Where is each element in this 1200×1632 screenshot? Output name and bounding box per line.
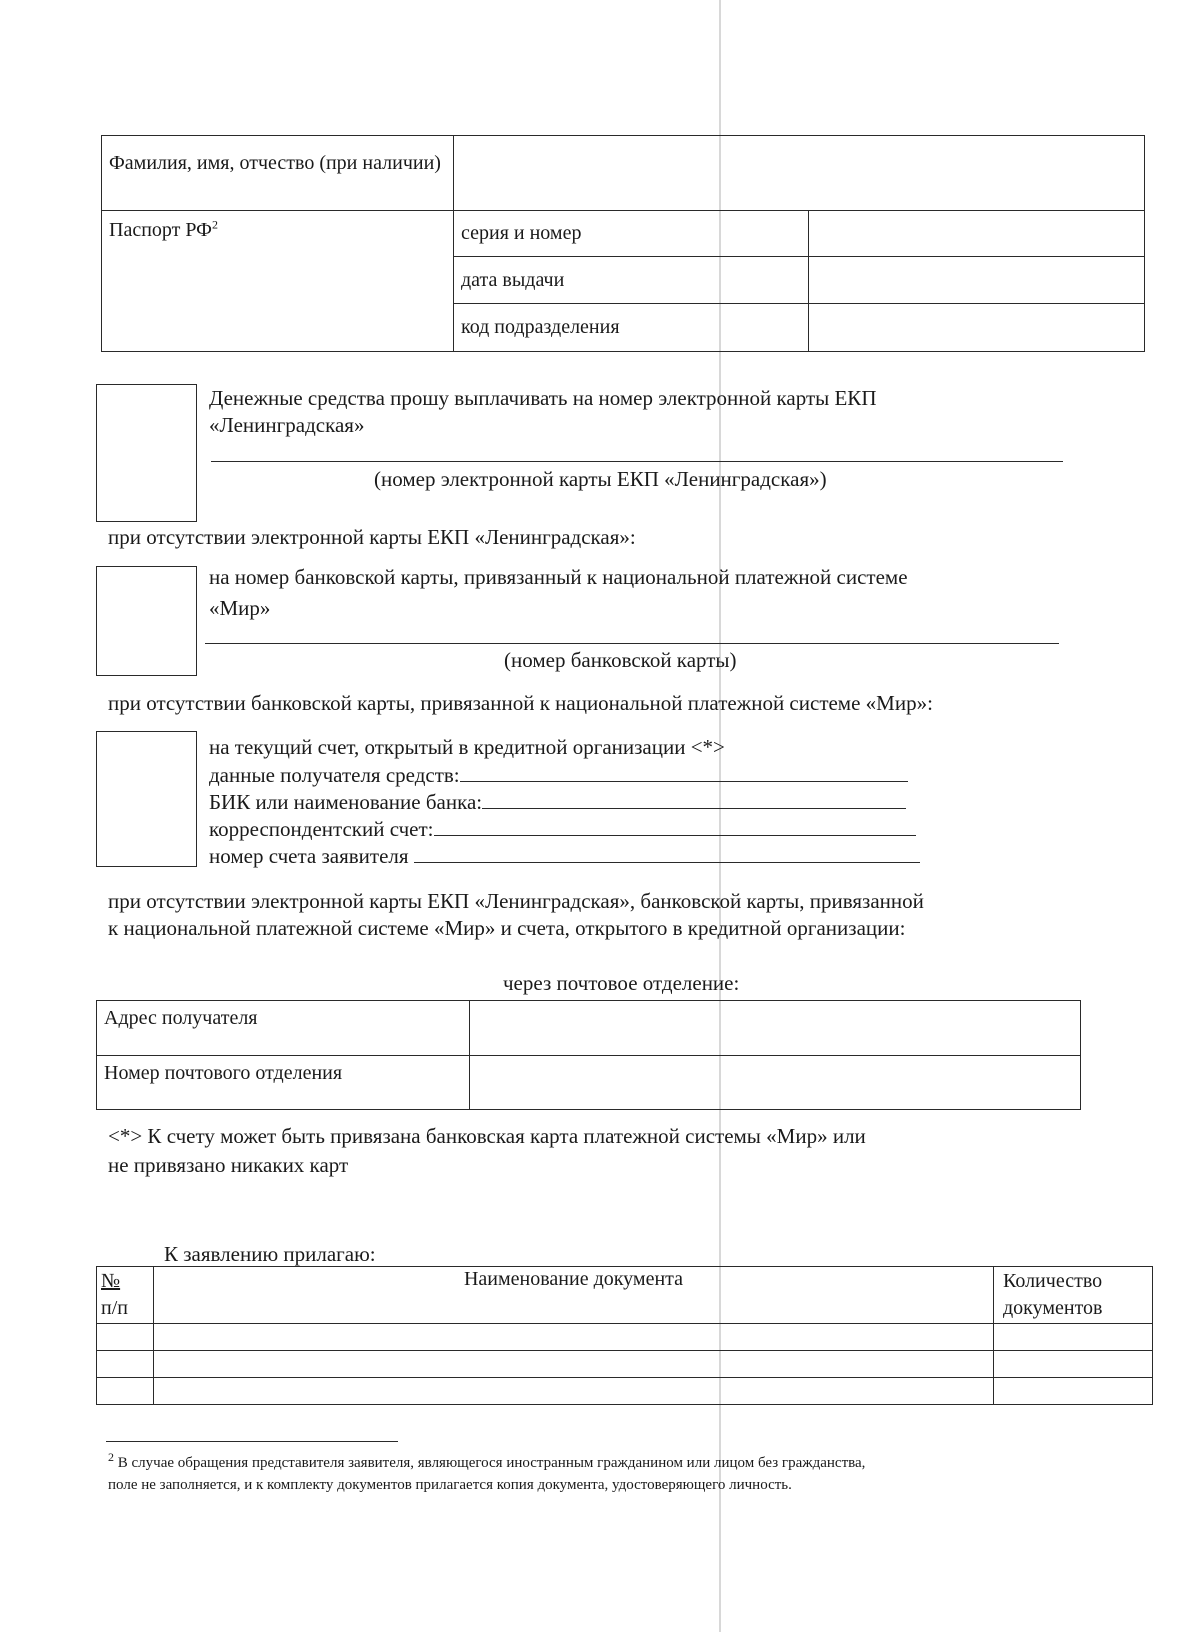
address-label: Адрес получателя [104, 1007, 258, 1029]
bank-field[interactable] [482, 788, 906, 809]
passport-footnote-mark: 2 [211, 217, 218, 232]
recipient-label: данные получателя средств: [209, 763, 460, 787]
issue-date-label-cell [454, 257, 809, 304]
no-all-text-line2: к национальной платежной системе «Мир» и счета, открытого в кредитной организации: [108, 916, 906, 940]
ekp-card-number-caption: (номер электронной карты ЕКП «Ленинградская») [374, 467, 827, 491]
address-field[interactable] [470, 1001, 1081, 1056]
recipient-row [209, 761, 908, 789]
applicant-account-field[interactable] [414, 842, 920, 863]
attachment-num-field[interactable] [97, 1324, 154, 1351]
footnote-separator [106, 1441, 398, 1442]
col-num-header [97, 1267, 154, 1324]
series-number-label: серия и номер [461, 222, 582, 244]
series-number-field[interactable] [809, 211, 1145, 257]
post-office-label: Номер почтового отделения [104, 1062, 343, 1084]
attachments-table [96, 1266, 1153, 1405]
no-mir-text: при отсутствии банковской карты, привязанной к национальной платежной системе «Мир»: [108, 691, 933, 715]
personal-data-table [101, 135, 1145, 352]
corr-account-row [209, 815, 916, 843]
mir-card-number-caption: (номер банковской карты) [504, 648, 737, 672]
corr-account-field[interactable] [434, 815, 916, 836]
col-count-header [994, 1267, 1153, 1324]
division-code-field[interactable] [809, 304, 1145, 352]
applicant-account-row [209, 842, 920, 870]
bank-label: БИК или наименование банка: [209, 790, 483, 814]
account-option-line1: на текущий счет, открытый в кредитной организации <*> [209, 735, 725, 759]
mir-card-number-field[interactable] [205, 643, 1059, 644]
ekp-option-checkbox[interactable] [96, 384, 197, 522]
footnote-line1-text: В случае обращения представителя заявителя, являющегося иностранным гражданином или лицом без гражданства, [117, 1455, 866, 1471]
post-office-table [96, 1000, 1081, 1110]
no-all-text-line1: при отсутствии электронной карты ЕКП «Ленинградская», банковской карты, привязанной [108, 889, 924, 913]
mir-option-text-line1: на номер банковской карты, привязанный к национальной платежной системе [209, 565, 908, 589]
full-name-label: Фамилия, имя, отчество (при наличии) [109, 152, 441, 174]
note-line2: не привязано никаких карт [108, 1153, 349, 1177]
footnote-line2: поле не заполняется, и к комплекту документов прилагается копия документа, удостоверяющего личность. [108, 1477, 792, 1493]
footnote-line1 [108, 1450, 866, 1473]
col-name-header-text: Наименование документа [463, 1268, 684, 1290]
bank-row [209, 788, 906, 816]
issue-date-label: дата выдачи [461, 268, 565, 291]
ekp-option-text-line1: Денежные средства прошу выплачивать на номер электронной карты ЕКП [209, 386, 877, 410]
attachment-row [97, 1324, 1153, 1351]
post-office-label-cell [97, 1056, 470, 1110]
mir-option-checkbox[interactable] [96, 566, 197, 676]
passport-label: Паспорт РФ [109, 219, 212, 241]
applicant-account-label: номер счета заявителя [209, 844, 409, 868]
attachment-num-field[interactable] [97, 1351, 154, 1378]
footnote-mark: 2 [108, 1450, 114, 1464]
ekp-option-text-line2: «Ленинградская» [209, 413, 365, 437]
col-count-header-line1: Количество [1003, 1270, 1103, 1292]
ekp-card-number-field[interactable] [211, 461, 1063, 462]
passport-label-cell [102, 211, 454, 352]
col-count-header-line2: документов [1003, 1297, 1103, 1319]
col-num-header-line1: № [101, 1270, 121, 1292]
attachment-count-field[interactable] [994, 1351, 1153, 1378]
series-number-label-cell [454, 211, 809, 257]
attachment-name-field[interactable] [154, 1324, 994, 1351]
note-line1: <*> К счету может быть привязана банковская карта платежной системы «Мир» или [108, 1124, 866, 1148]
post-office-field[interactable] [470, 1056, 1081, 1110]
attachment-row [97, 1351, 1153, 1378]
recipient-field[interactable] [460, 761, 908, 782]
issue-date-field[interactable] [809, 257, 1145, 304]
corr-account-label: корреспондентский счет: [209, 817, 434, 841]
mir-option-text-line2: «Мир» [209, 596, 271, 620]
full-name-label-cell [102, 136, 454, 211]
attachment-count-field[interactable] [994, 1378, 1153, 1405]
post-heading: через почтовое отделение: [503, 971, 740, 995]
account-option-checkbox[interactable] [96, 731, 197, 867]
division-code-label-cell [454, 304, 809, 352]
attachment-num-field[interactable] [97, 1378, 154, 1405]
full-name-field[interactable] [454, 136, 1145, 211]
division-code-label: код подразделения [461, 316, 620, 338]
no-ekp-text: при отсутствии электронной карты ЕКП «Ленинградская»: [108, 525, 636, 549]
attachment-name-field[interactable] [154, 1378, 994, 1405]
attachments-heading: К заявлению прилагаю: [164, 1242, 376, 1266]
col-name-header [154, 1267, 994, 1324]
address-label-cell [97, 1001, 470, 1056]
col-num-header-line2: п/п [101, 1297, 128, 1319]
attachment-count-field[interactable] [994, 1324, 1153, 1351]
attachment-row [97, 1378, 1153, 1405]
attachment-name-field[interactable] [154, 1351, 994, 1378]
